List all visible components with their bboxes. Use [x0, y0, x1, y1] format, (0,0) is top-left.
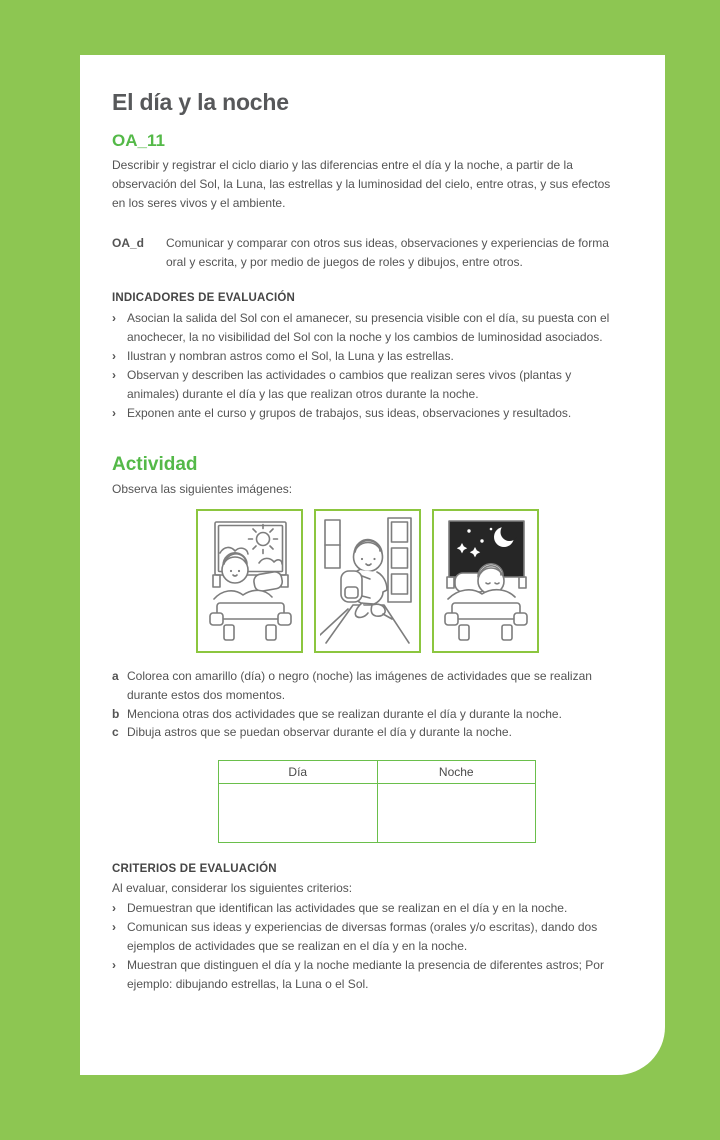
criterios-intro: Al evaluar, considerar los siguientes criterios:: [112, 880, 353, 895]
task-item-c: [112, 723, 623, 742]
criterio-text: Comunican sus ideas y experiencias de diversas formas (orales y/o escritas), dando dos ejemplos de actividades que se realizan en el día y en la noche.: [127, 919, 598, 953]
table-cell-noche: [377, 783, 536, 842]
indicador-item: [112, 404, 623, 423]
night-sleeping-drawing: [438, 515, 533, 647]
indicador-text: Exponen ante el curso y grupos de trabajos, sus ideas, observaciones y resultados.: [127, 405, 572, 420]
task-label: b: [112, 706, 120, 721]
table-header-dia: Día: [219, 760, 378, 783]
task-label: c: [112, 725, 119, 740]
table-header-noche: Noche: [377, 760, 536, 783]
page-title: El día y la noche: [112, 89, 289, 115]
illustration-day-waking: [196, 509, 303, 653]
criterios-list: [112, 899, 623, 994]
indicador-item: [112, 347, 623, 366]
task-item-a: [112, 667, 623, 704]
indicador-text: Observan y describen las actividades o cambios que realizan seres vivos (plantas y animales) durante el día y las que realizan otros durante la noche.: [127, 367, 572, 401]
criterio-item: [112, 899, 623, 918]
oad-label: OA_d: [112, 235, 145, 250]
task-list: [112, 667, 623, 741]
bullet-chevron-icon: ›: [112, 957, 116, 972]
indicador-item: [112, 309, 623, 347]
day-waking-drawing: [202, 515, 297, 647]
task-text: Colorea con amarillo (día) o negro (noche) las imágenes de actividades que se realizan durante estos dos momentos.: [127, 669, 592, 703]
indicador-item: [112, 366, 623, 404]
indicadores-heading: INDICADORES DE EVALUACIÓN: [112, 291, 296, 304]
indicador-text: Asocian la salida del Sol con el amanecer, su presencia visible con el día, su puesta con el anochecer, la no visibilidad del Sol con la noche y los cambios de luminosidad asociados.: [127, 310, 610, 344]
table-cell-dia: [219, 783, 378, 842]
illustration-night-sleeping: [432, 509, 539, 653]
actividad-heading: Actividad: [112, 454, 198, 476]
bullet-chevron-icon: ›: [112, 900, 116, 915]
task-label: a: [112, 669, 119, 684]
indicadores-list: [112, 309, 623, 423]
criterios-heading: CRITERIOS DE EVALUACIÓN: [112, 862, 277, 875]
criterio-text: Muestran que distinguen el día y la noche mediante la presencia de diferentes astros; Por ejemplo: dibujando estrellas, la Luna o el Sol.: [127, 957, 604, 991]
oa11-description: Describir y registrar el ciclo diario y las diferencias entre el día y la noche, a partir de la observación del Sol, la Luna, las estrellas y la luminosidad del cielo, entre otras, y sus efectos en los seres vivos y el ambiente.: [112, 158, 611, 210]
sun-icon: [249, 525, 278, 554]
document-page: [80, 55, 665, 1075]
bullet-chevron-icon: ›: [112, 405, 116, 420]
illustrations-row: [196, 509, 623, 653]
task-text: Dibuja astros que se puedan observar durante el día y durante la noche.: [127, 725, 512, 740]
table-row: [219, 783, 536, 842]
bullet-chevron-icon: ›: [112, 310, 116, 325]
oa11-heading: OA_11: [112, 131, 165, 150]
indicador-text: Ilustran y nombran astros como el Sol, la Luna y las estrellas.: [127, 348, 454, 363]
criterio-item: [112, 918, 623, 956]
illustration-day-school: [314, 509, 421, 653]
criterio-text: Demuestran que identifican las actividades que se realizan en el día y en la noche.: [127, 900, 568, 915]
oad-description: Comunicar y comparar con otros sus ideas, observaciones y experiencias de forma oral y escrita, y por medio de juegos de roles y dibujos, entre otros.: [166, 235, 609, 269]
dia-noche-table: [218, 760, 536, 843]
task-item-b: [112, 705, 623, 724]
day-school-drawing: [320, 515, 415, 647]
bullet-chevron-icon: ›: [112, 348, 116, 363]
oad-row: [112, 234, 623, 272]
bullet-chevron-icon: ›: [112, 919, 116, 934]
bullet-chevron-icon: ›: [112, 367, 116, 382]
criterio-item: [112, 956, 623, 994]
actividad-intro: Observa las siguientes imágenes:: [112, 482, 293, 497]
task-text: Menciona otras dos actividades que se realizan durante el día y durante la noche.: [127, 706, 562, 721]
table-header-row: [219, 760, 536, 783]
